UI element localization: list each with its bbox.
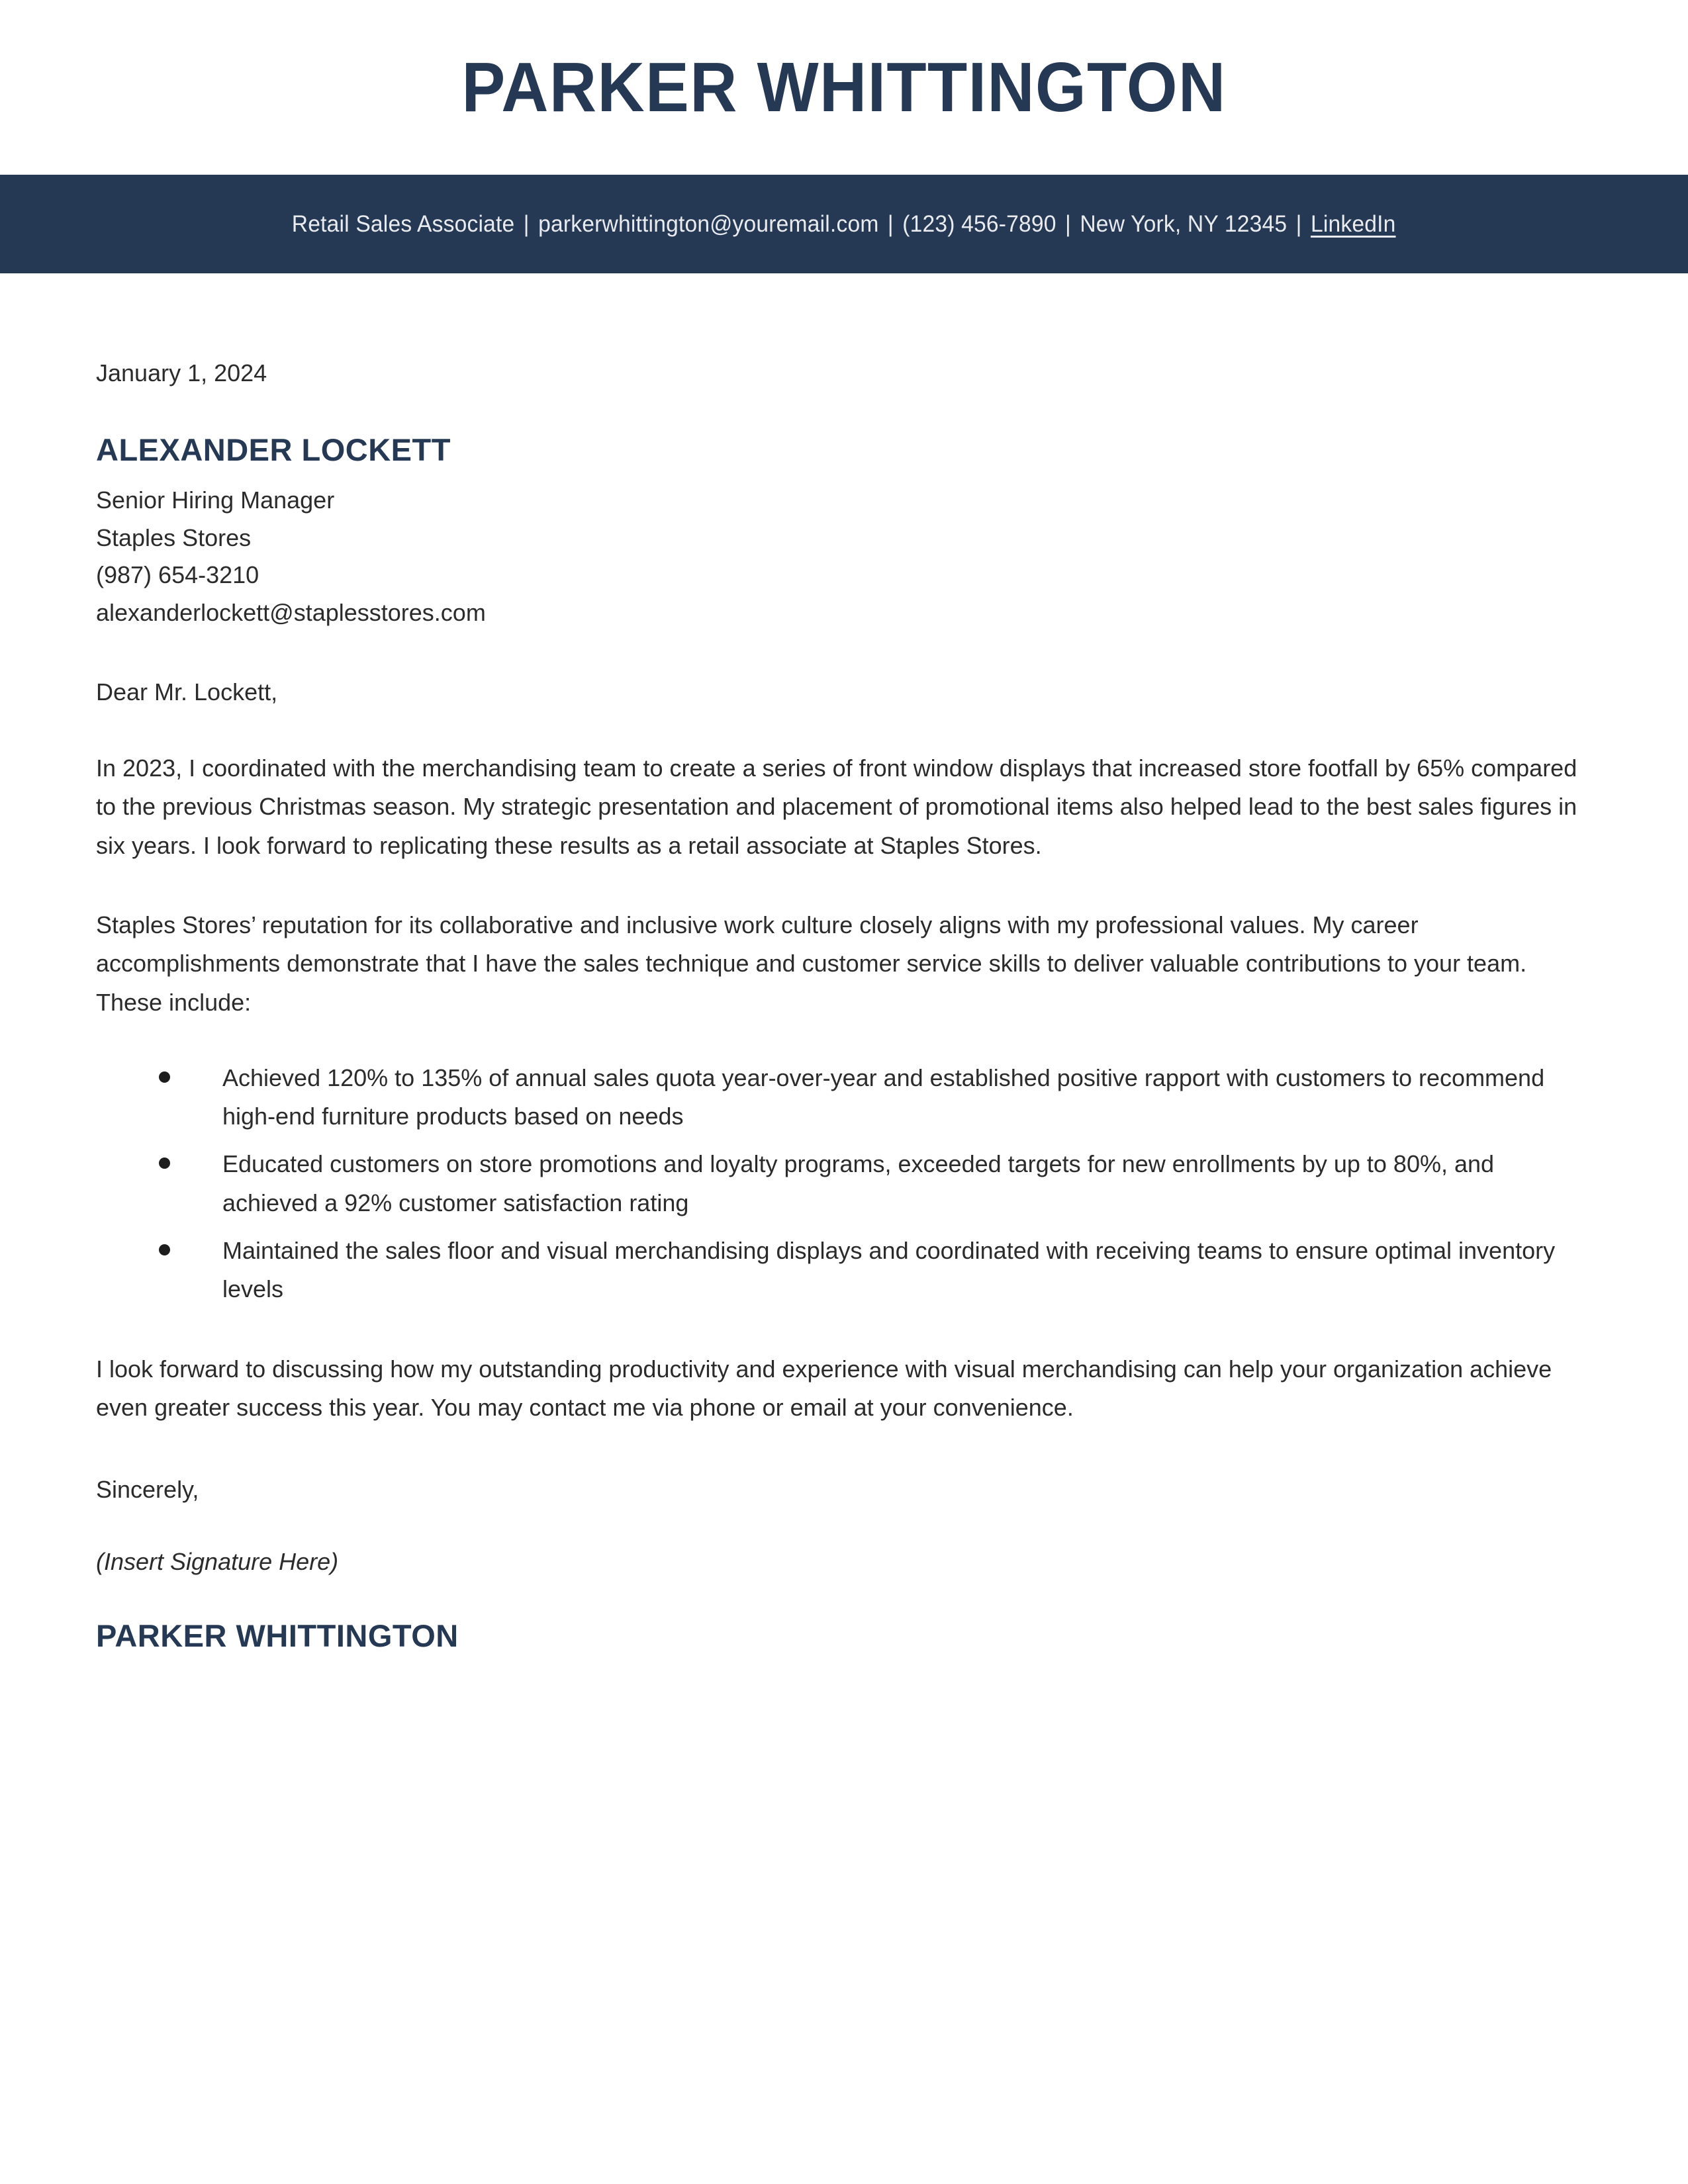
- achievement-list: [96, 1059, 1595, 1309]
- signature-placeholder: (Insert Signature Here): [96, 1548, 339, 1576]
- contact-separator-4: |: [1296, 211, 1302, 237]
- recipient-name: ALEXANDER LOCKETT: [96, 432, 451, 467]
- list-item-text: Educated customers on store promotions and loyalty programs, exceeded targets for new enrollments by up to 80%, and achieved a 92% customer satisfaction rating: [222, 1150, 1495, 1216]
- letter-date: January 1, 2024: [96, 359, 267, 387]
- header-name-area: [0, 0, 1688, 175]
- bullet-dot-icon: [159, 1158, 170, 1169]
- body-paragraph-1: In 2023, I coordinated with the merchandising team to create a series of front window displays that increased store footfall by 65% compared to the previous Christmas season. My strategic presentation and placement of promotional items also helped lead to the best sales figures in six years. I look forward to replicating these results as a retail associate at Staples Stores.: [96, 754, 1577, 859]
- contact-band: [0, 175, 1688, 273]
- contact-separator-2: |: [888, 211, 894, 237]
- recipient-details-block: [96, 482, 1595, 633]
- recipient-company: Staples Stores: [96, 523, 252, 551]
- list-item: [159, 1145, 1595, 1222]
- contact-line: [292, 212, 1396, 236]
- recipient-phone: (987) 654-3210: [96, 561, 259, 589]
- contact-separator-1: |: [524, 211, 530, 237]
- bullet-dot-icon: [159, 1244, 170, 1255]
- list-item-text: Maintained the sales floor and visual merchandising displays and coordinated with receiving teams to ensure optimal inventory levels: [222, 1237, 1556, 1303]
- contact-phone: (123) 456-7890: [902, 211, 1057, 237]
- body-paragraph-2: Staples Stores’ reputation for its collaborative and inclusive work culture closely aligns with my professional values. My career accomplishments demonstrate that I have the sales technique and customer service skills to deliver valuable contributions to your team. These include:: [96, 911, 1527, 1016]
- closing-salutation: Sincerely,: [96, 1476, 199, 1504]
- letter-body: [0, 358, 1688, 1653]
- contact-separator-3: |: [1065, 211, 1072, 237]
- body-paragraph-3: I look forward to discussing how my outstanding productivity and experience with visual merchandising can help your organization achieve even greater success this year. You may contact me via phone or email at your convenience.: [96, 1355, 1552, 1422]
- contact-email[interactable]: parkerwhittington@youremail.com: [538, 211, 879, 237]
- contact-location: New York, NY 12345: [1080, 211, 1288, 237]
- linkedin-link[interactable]: LinkedIn: [1311, 211, 1396, 237]
- bullet-dot-icon: [159, 1071, 170, 1083]
- signature-name: PARKER WHITTINGTON: [96, 1617, 459, 1653]
- recipient-email: alexanderlockett@staplesstores.com: [96, 599, 486, 627]
- salutation: Dear Mr. Lockett,: [96, 678, 278, 706]
- applicant-name-heading: PARKER WHITTINGTON: [461, 48, 1227, 126]
- contact-job-title: Retail Sales Associate: [292, 211, 515, 237]
- list-item: [159, 1059, 1595, 1136]
- recipient-title: Senior Hiring Manager: [96, 486, 335, 514]
- list-item-text: Achieved 120% to 135% of annual sales quota year-over-year and established positive rapport with customers to recommend high-end furniture products based on needs: [222, 1064, 1545, 1130]
- list-item: [159, 1232, 1595, 1309]
